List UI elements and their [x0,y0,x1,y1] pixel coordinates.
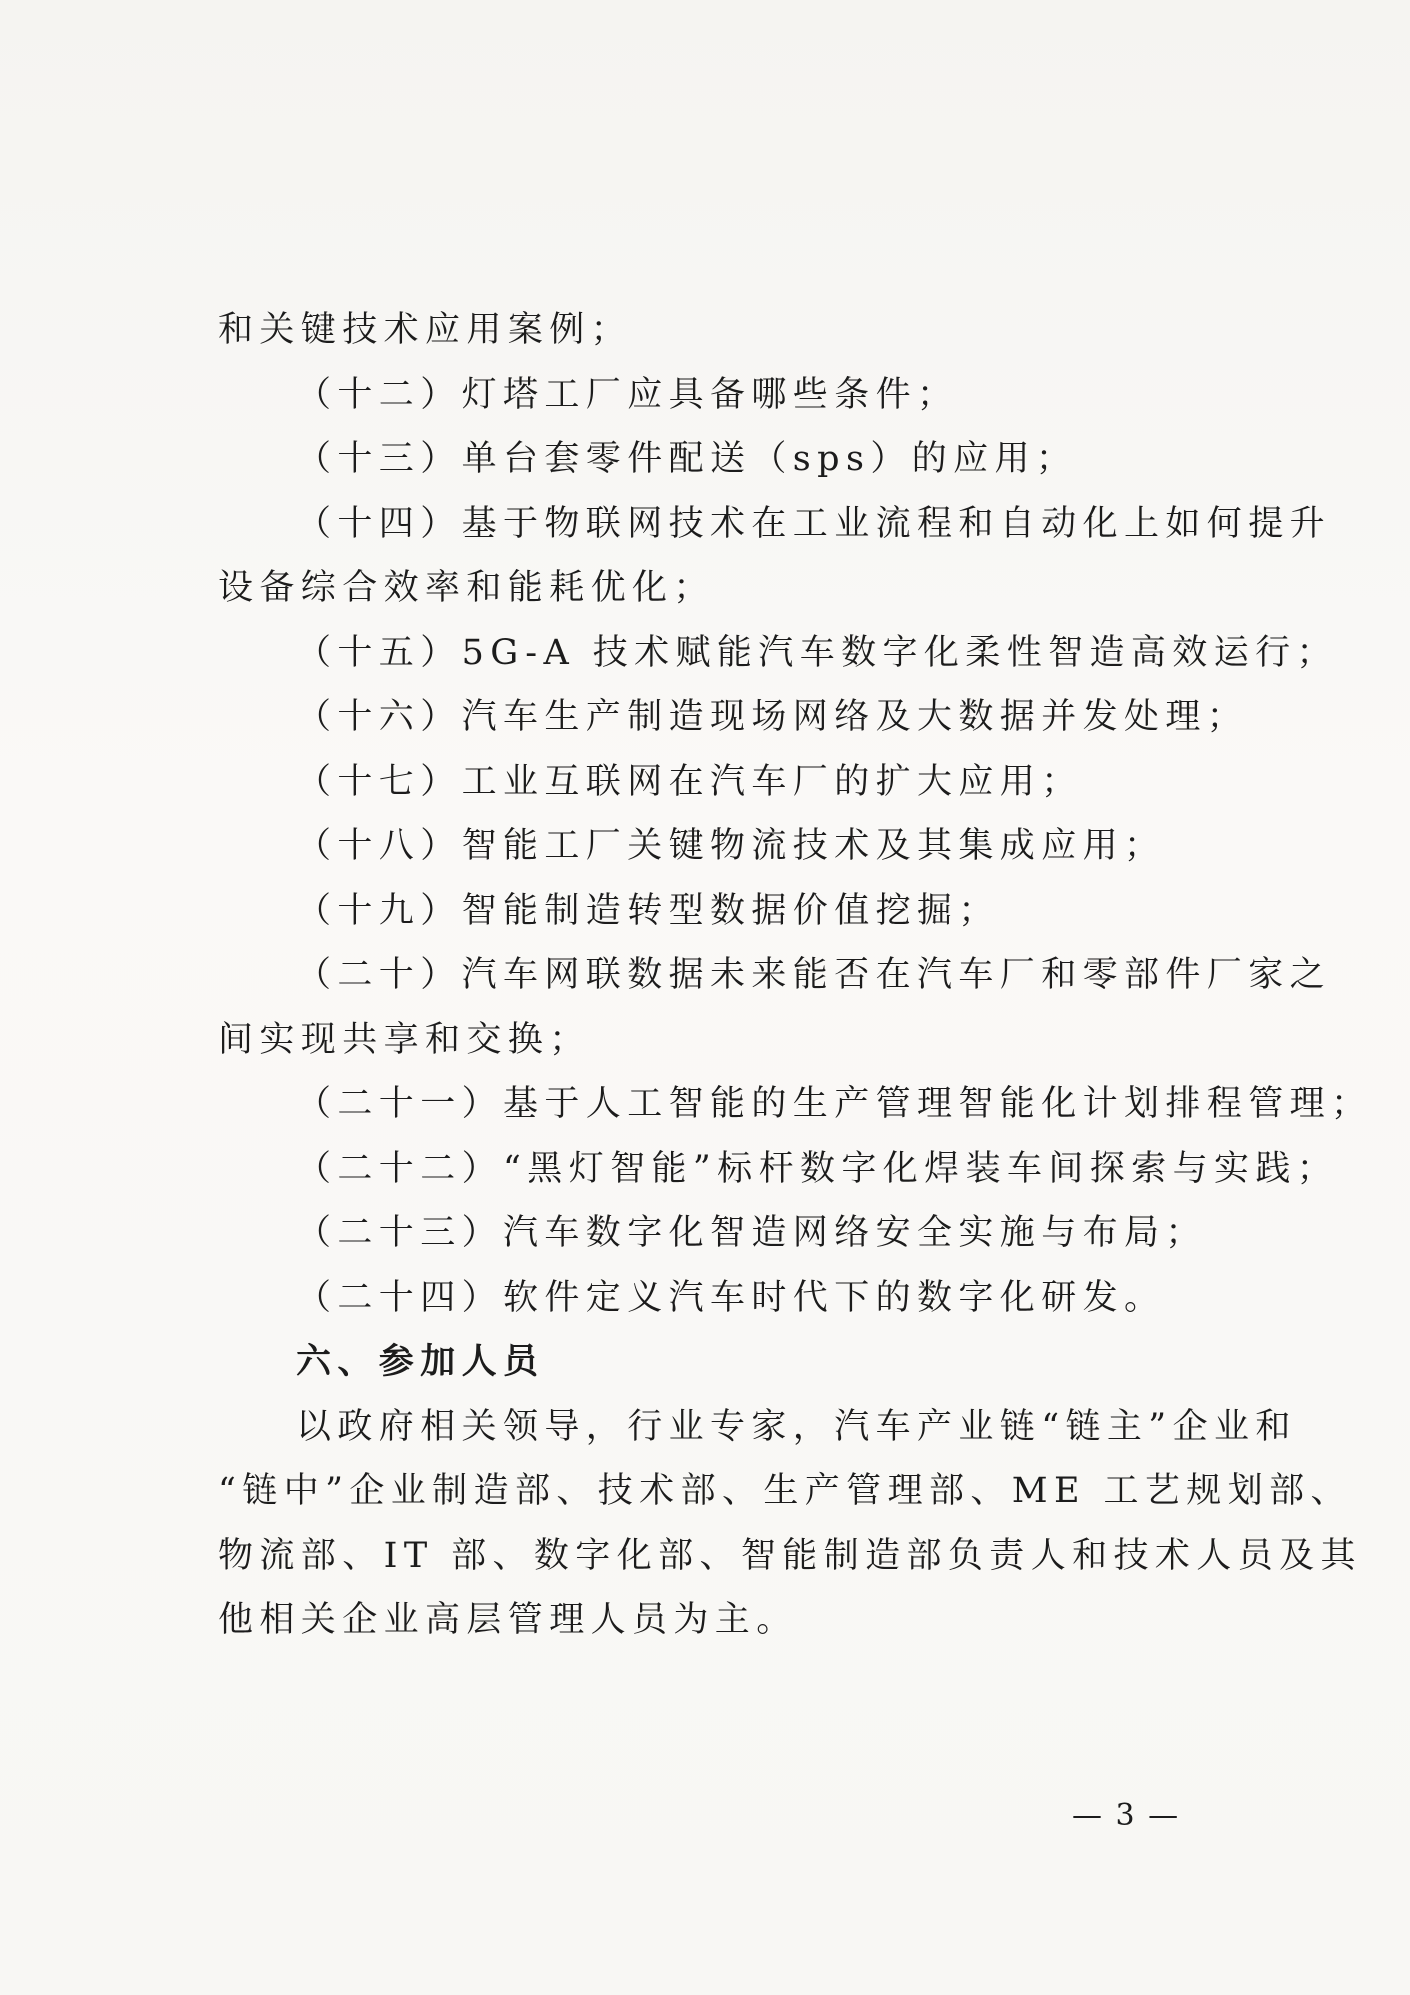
document-body [218,298,1373,1653]
participants-paragraph-line-2: “链中”企业制造部、技术部、生产管理部、ME 工艺规划部、 [218,1471,1352,1511]
list-item-12: （十二）灯塔工厂应具备哪些条件； [296,374,959,415]
list-item-23: （二十三）汽车数字化智造网络安全实施与布局； [296,1213,1207,1253]
section-heading-participants: 六、参加人员 [296,1341,545,1382]
list-item-17: （十七）工业互联网在汽车厂的扩大应用； [296,761,1083,802]
participants-paragraph-line-4: 他相关企业高层管理人员为主。 [218,1600,798,1640]
list-item-20-continuation: 间实现共享和交换； [218,1019,591,1060]
list-item-21: （二十一）基于人工智能的生产管理智能化计划排程管理； [296,1084,1373,1124]
list-item-14-continuation: 设备综合效率和能耗优化； [218,568,715,608]
participants-paragraph-line-3: 物流部、IT 部、数字化部、智能制造部负责人和技术人员及其 [218,1535,1362,1576]
list-item-16: （十六）汽车生产制造现场网络及大数据并发处理； [296,697,1249,737]
list-item-22: （二十二）“黑灯智能”标杆数字化焊装车间探索与实践； [296,1148,1339,1189]
list-item-18: （十八）智能工厂关键物流技术及其集成应用； [296,826,1166,866]
text-line-1: 和关键技术应用案例； [218,310,633,350]
list-item-20: （二十）汽车网联数据未来能否在汽车厂和零部件厂家之 [296,955,1332,995]
list-item-15: （十五）5G-A 技术赋能汽车数字化柔性智造高效运行； [296,632,1338,673]
list-item-13: （十三）单台套零件配送（sps）的应用； [296,439,1078,479]
page-number: — 3 — [1072,1798,1181,1833]
list-item-19: （十九）智能制造转型数据价值挖掘； [296,890,1000,931]
list-item-24: （二十四）软件定义汽车时代下的数字化研发。 [296,1277,1166,1318]
participants-paragraph-line-1: 以政府相关领导，行业专家，汽车产业链“链主”企业和 [296,1406,1297,1447]
list-item-14: （十四）基于物联网技术在工业流程和自动化上如何提升 [296,503,1332,544]
